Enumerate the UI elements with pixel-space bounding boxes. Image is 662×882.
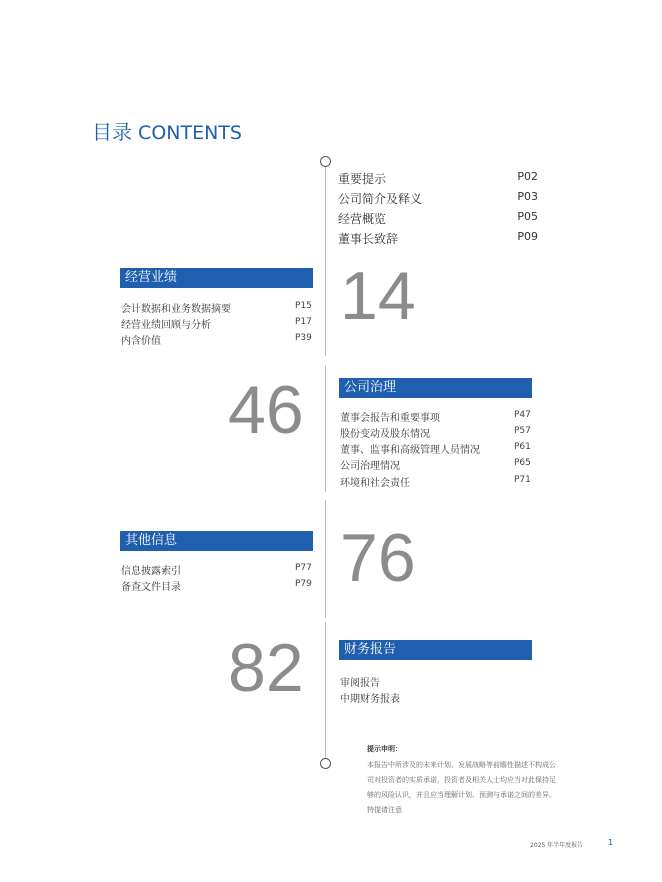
title-cn: 目录 [92,120,132,144]
section-item[interactable]: 审阅报告 [340,678,380,689]
note-line: 本报告中所涉及的未来计划、发展战略等前瞻性描述不构成公 [367,761,556,769]
note-line: 司对投资者的实质承诺，投资者及相关人士均应当对此保持足 [367,776,556,784]
section-item[interactable]: 备查文件目录 [121,582,181,593]
timeline-end-circle [320,758,331,769]
section-item-page: P47 [514,410,531,420]
toc-entry[interactable] [338,190,538,207]
section-number: 82 [228,630,304,706]
footer-page-number: 1 [608,838,614,847]
section-item-page: P61 [514,442,531,452]
section-item-page: P65 [514,458,531,468]
section-header-operations[interactable]: 经营业绩 [120,268,313,288]
toc-entry[interactable] [338,170,538,187]
timeline-line [325,622,326,760]
section-item-page: P79 [295,579,312,589]
section-header-governance[interactable]: 公司治理 [339,378,532,398]
toc-entry-label: 公司简介及释义 [338,192,423,206]
section-item[interactable]: 中期财务报表 [340,694,400,705]
section-item[interactable]: 环境和社会责任 [340,478,410,489]
section-item-page: P57 [514,426,531,436]
timeline-line [325,500,326,618]
section-item[interactable]: 信息披露索引 [121,566,181,577]
page-title [92,116,242,145]
toc-entry-label: 董事长致辞 [338,232,399,246]
section-number: 14 [340,258,416,334]
toc-entry-page: P02 [517,170,538,183]
toc-entry[interactable] [338,210,538,227]
section-item[interactable]: 董事会报告和重要事项 [340,413,440,424]
section-item[interactable]: 股份变动及股东情况 [340,429,430,440]
section-item-page: P71 [514,475,531,485]
timeline-start-circle [320,156,331,167]
toc-entry[interactable] [338,230,538,247]
toc-entry-page: P05 [517,210,538,223]
section-item[interactable]: 公司治理情况 [340,461,400,472]
toc-entry-page: P09 [517,230,538,243]
section-item[interactable]: 董事、监事和高级管理人员情况 [340,445,480,456]
section-number: 76 [340,520,416,596]
timeline-line [325,166,326,356]
section-header-other[interactable]: 其他信息 [120,531,313,551]
footer-report-name: 2025 年半年度报告 [530,842,584,849]
section-item-page: P39 [295,333,312,343]
toc-entry-label: 重要提示 [338,172,387,186]
title-en: CONTENTS [138,122,242,144]
note-title: 提示申明： [367,745,402,753]
section-item-page: P15 [295,301,312,311]
toc-entry-label: 经营概览 [338,212,387,226]
note-line: 特提请注意 [367,806,402,814]
section-header-financial[interactable]: 财务报告 [339,640,532,660]
section-number: 46 [228,372,304,448]
note-line: 够的风险认识，并且应当理解计划、预测与承诺之间的差异。 [367,791,556,799]
toc-entry-page: P03 [517,190,538,203]
section-item[interactable]: 经营业绩回顾与分析 [121,320,211,331]
section-item[interactable]: 内含价值 [121,336,161,347]
timeline-line [325,366,326,492]
section-item-page: P17 [295,317,312,327]
section-item-page: P77 [295,563,312,573]
section-item[interactable]: 会计数据和业务数据摘要 [121,304,231,315]
